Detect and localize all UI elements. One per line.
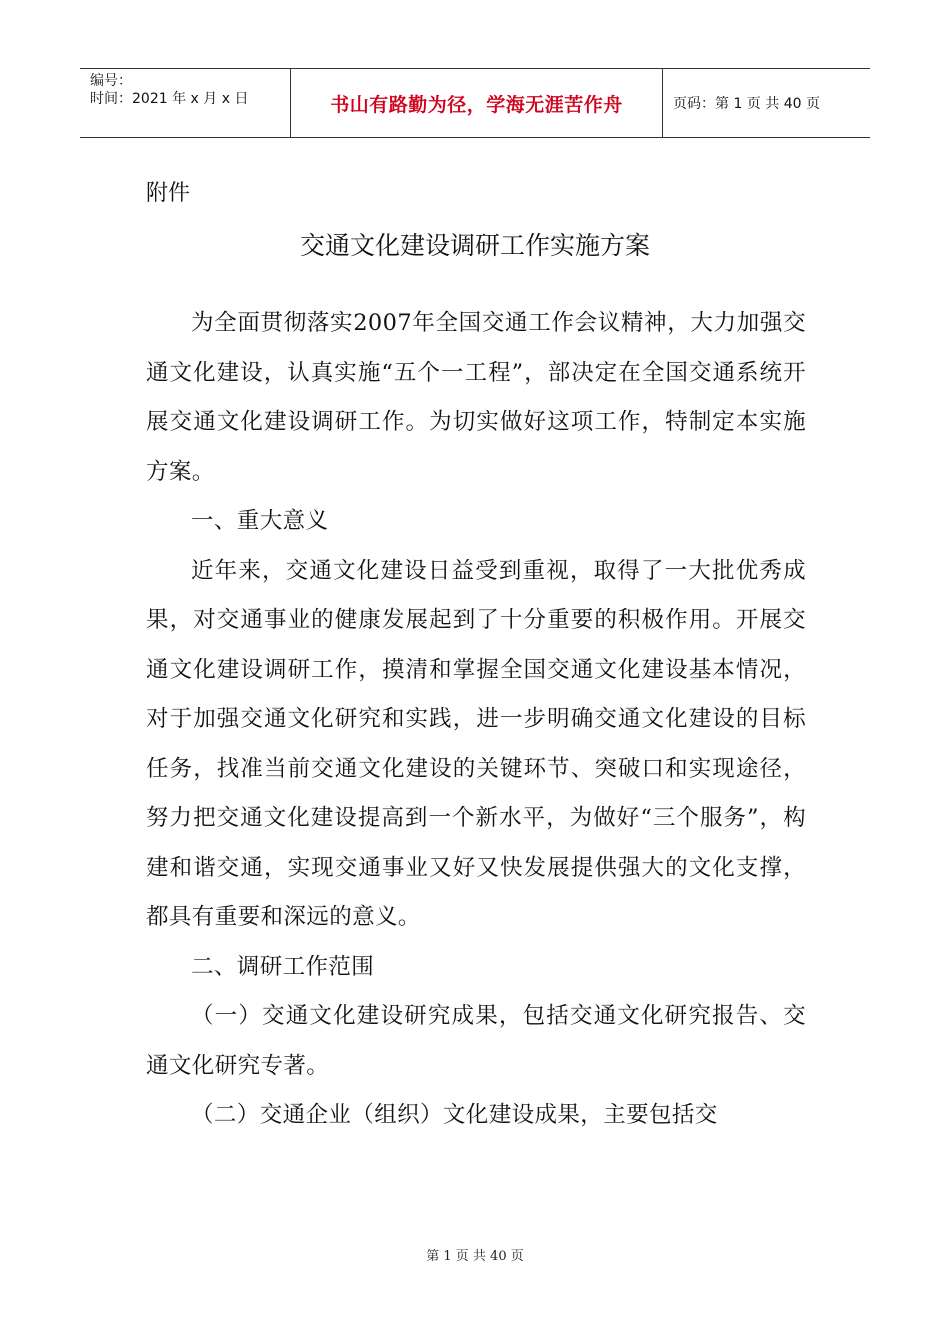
paragraph-intro: 为全面贯彻落实2007年全国交通工作会议精神，大力加强交通文化建设，认真实施“五个一工程”，部决定在全国交通系统开展交通文化建设调研工作。为切实做好这项工作，特制定本实施方案。 [146,310,806,485]
document-number-label: 编号： [90,73,132,89]
attachment-label: 附件 [146,181,191,206]
header-motto: 书山有路勤为径，学海无涯苦作舟 [290,69,663,137]
paragraph-significance: 近年来，交通文化建设日益受到重视，取得了一大批优秀成果，对交通事业的健康发展起到了十分重要的积极作用。开展交通文化建设调研工作，摸清和掌握全国交通文化建设基本情况，对于加强交通文化研究和实践，进一步明确交通文化建设的目标任务，找准当前交通文化建设的关键环节、突破口和实现途径，努力把交通文化建设提高到一个新水平，为做好“三个服务”，构建和谐交通，实现交通事业又好又快发展提供强大的文化支撑，都具有重要和深远的意义。 [146,557,806,930]
document-time: 时间：2021 年 x 月 x 日 [90,91,249,107]
paragraph-scope-item-1: （一）交通文化建设研究成果，包括交通文化研究报告、交通文化研究专著。 [146,1003,806,1079]
section-heading-scope: 二、调研工作范围 [191,953,375,980]
document-header [80,68,870,138]
header-page-info: 页码：第 1 页 共 40 页 [673,96,820,112]
paragraph-scope-item-2: （二）交通企业（组织）文化建设成果，主要包括交 [191,1102,718,1128]
document-body [146,299,806,1141]
document-title: 交通文化建设调研工作实施方案 [299,231,650,260]
section-heading-significance: 一、重大意义 [191,508,329,534]
header-meta [80,69,290,137]
page-footer: 第 1 页 共 40 页 [426,1249,524,1264]
